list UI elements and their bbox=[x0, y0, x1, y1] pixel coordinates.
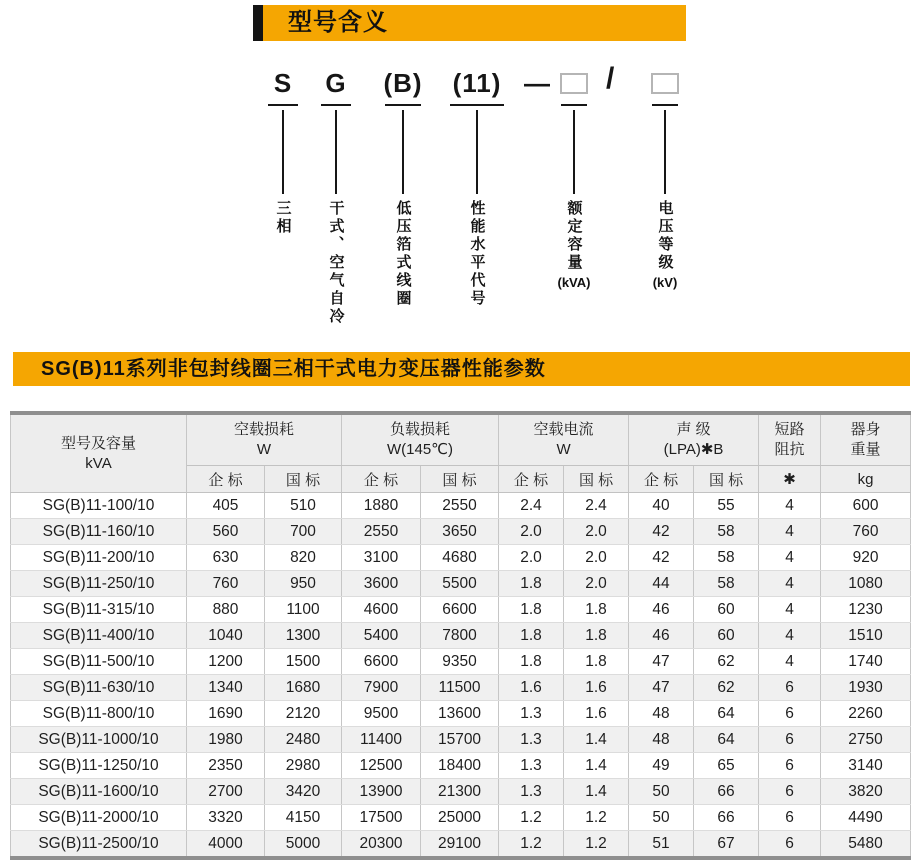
col-header-weight: 器身 重量 bbox=[821, 413, 911, 466]
table-row bbox=[11, 493, 911, 519]
diagram-label: 性能水平代号 bbox=[468, 200, 486, 308]
section-title-label: 型号含义 bbox=[263, 5, 686, 41]
value-cell: 2.0 bbox=[564, 519, 629, 545]
value-cell: 60 bbox=[694, 623, 759, 649]
value-cell: 1.3 bbox=[499, 753, 564, 779]
code-letter: G bbox=[325, 67, 347, 98]
diagram-label: 干式、空气自冷 bbox=[327, 200, 345, 326]
model-cell: SG(B)11-100/10 bbox=[11, 493, 187, 519]
value-cell: 6600 bbox=[421, 597, 499, 623]
value-cell: 1.8 bbox=[564, 623, 629, 649]
value-cell: 4000 bbox=[187, 831, 265, 859]
underline bbox=[561, 104, 587, 106]
value-cell: 6 bbox=[759, 779, 821, 805]
value-cell: 1930 bbox=[821, 675, 911, 701]
header-group-row bbox=[11, 413, 911, 466]
underline bbox=[321, 104, 351, 106]
connector-line bbox=[476, 110, 478, 194]
value-cell: 1300 bbox=[265, 623, 342, 649]
value-cell: 29100 bbox=[421, 831, 499, 859]
value-cell: 4600 bbox=[342, 597, 421, 623]
model-cell: SG(B)11-1250/10 bbox=[11, 753, 187, 779]
value-cell: 3100 bbox=[342, 545, 421, 571]
diagram-column-foilcoil bbox=[363, 64, 443, 308]
value-cell: 4 bbox=[759, 519, 821, 545]
value-cell: 51 bbox=[629, 831, 694, 859]
table-row bbox=[11, 675, 911, 701]
value-cell: 6 bbox=[759, 675, 821, 701]
placeholder-box-icon bbox=[651, 73, 679, 94]
value-cell: 21300 bbox=[421, 779, 499, 805]
value-cell: 510 bbox=[265, 493, 342, 519]
value-cell: 4 bbox=[759, 545, 821, 571]
value-cell: 49 bbox=[629, 753, 694, 779]
table-row bbox=[11, 571, 911, 597]
value-cell: 2550 bbox=[342, 519, 421, 545]
value-cell: 2.0 bbox=[499, 519, 564, 545]
model-cell: SG(B)11-2500/10 bbox=[11, 831, 187, 859]
underline bbox=[652, 104, 678, 106]
value-cell: 67 bbox=[694, 831, 759, 859]
value-cell: 1.2 bbox=[499, 805, 564, 831]
value-cell: 3320 bbox=[187, 805, 265, 831]
value-cell: 66 bbox=[694, 779, 759, 805]
value-cell: 15700 bbox=[421, 727, 499, 753]
value-cell: 2.0 bbox=[499, 545, 564, 571]
col-header-model: 型号及容量 kVA bbox=[11, 413, 187, 493]
value-cell: 1980 bbox=[187, 727, 265, 753]
value-cell: 760 bbox=[821, 519, 911, 545]
value-cell: 6600 bbox=[342, 649, 421, 675]
connector-line bbox=[402, 110, 404, 194]
value-cell: 1100 bbox=[265, 597, 342, 623]
model-cell: SG(B)11-400/10 bbox=[11, 623, 187, 649]
diagram-label: 额定容量 bbox=[565, 200, 583, 272]
value-cell: 65 bbox=[694, 753, 759, 779]
table-row bbox=[11, 597, 911, 623]
value-cell: 1.6 bbox=[564, 701, 629, 727]
value-cell: 1.4 bbox=[564, 779, 629, 805]
value-cell: 1880 bbox=[342, 493, 421, 519]
value-cell: 25000 bbox=[421, 805, 499, 831]
value-cell: 2700 bbox=[187, 779, 265, 805]
value-cell: 62 bbox=[694, 649, 759, 675]
value-cell: 40 bbox=[629, 493, 694, 519]
value-cell: 6 bbox=[759, 753, 821, 779]
value-cell: 1340 bbox=[187, 675, 265, 701]
value-cell: 880 bbox=[187, 597, 265, 623]
diagram-label: 低压箔式线圈 bbox=[394, 200, 412, 308]
value-cell: 11400 bbox=[342, 727, 421, 753]
value-cell: 50 bbox=[629, 779, 694, 805]
value-cell: 48 bbox=[629, 727, 694, 753]
table-body bbox=[11, 493, 911, 859]
table-row bbox=[11, 727, 911, 753]
value-cell: 64 bbox=[694, 701, 759, 727]
model-cell: SG(B)11-250/10 bbox=[11, 571, 187, 597]
value-cell: 2480 bbox=[265, 727, 342, 753]
value-cell: 42 bbox=[629, 545, 694, 571]
value-cell: 58 bbox=[694, 519, 759, 545]
table-row bbox=[11, 701, 911, 727]
value-cell: 7900 bbox=[342, 675, 421, 701]
model-cell: SG(B)11-160/10 bbox=[11, 519, 187, 545]
series-banner: SG(B)11系列非包封线圈三相干式电力变压器性能参数 bbox=[13, 352, 910, 386]
value-cell: 1230 bbox=[821, 597, 911, 623]
value-cell: 4150 bbox=[265, 805, 342, 831]
col-header-noload-current: 空载电流 W bbox=[499, 413, 629, 466]
value-cell: 4 bbox=[759, 597, 821, 623]
value-cell: 1.2 bbox=[499, 831, 564, 859]
col-header-sound-level: 声 级 (LPA)✱B bbox=[629, 413, 759, 466]
subheader-cell: 国 标 bbox=[265, 466, 342, 493]
value-cell: 46 bbox=[629, 623, 694, 649]
model-code-diagram bbox=[0, 0, 920, 350]
model-cell: SG(B)11-315/10 bbox=[11, 597, 187, 623]
value-cell: 13600 bbox=[421, 701, 499, 727]
value-cell: 4 bbox=[759, 493, 821, 519]
value-cell: 700 bbox=[265, 519, 342, 545]
value-cell: 950 bbox=[265, 571, 342, 597]
value-cell: 66 bbox=[694, 805, 759, 831]
value-cell: 1.3 bbox=[499, 779, 564, 805]
value-cell: 1.8 bbox=[499, 571, 564, 597]
value-cell: 600 bbox=[821, 493, 911, 519]
subheader-cell: 国 标 bbox=[421, 466, 499, 493]
value-cell: 2.0 bbox=[564, 545, 629, 571]
value-cell: 1.8 bbox=[499, 597, 564, 623]
diagram-label-unit: (kVA) bbox=[557, 275, 591, 290]
table-row bbox=[11, 753, 911, 779]
subheader-cell: 国 标 bbox=[694, 466, 759, 493]
table-row bbox=[11, 519, 911, 545]
value-cell: 64 bbox=[694, 727, 759, 753]
value-cell: 1690 bbox=[187, 701, 265, 727]
code-letter: S bbox=[273, 67, 293, 98]
table-row bbox=[11, 623, 911, 649]
col-header-load-loss: 负载损耗 W(145℃) bbox=[342, 413, 499, 466]
model-cell: SG(B)11-500/10 bbox=[11, 649, 187, 675]
value-cell: 1.8 bbox=[499, 649, 564, 675]
diagram-column-capacity bbox=[534, 64, 614, 290]
value-cell: 17500 bbox=[342, 805, 421, 831]
value-cell: 2980 bbox=[265, 753, 342, 779]
value-cell: 46 bbox=[629, 597, 694, 623]
value-cell: 1040 bbox=[187, 623, 265, 649]
code-box-wrap bbox=[625, 64, 705, 102]
value-cell: 6 bbox=[759, 831, 821, 859]
value-cell: 4 bbox=[759, 571, 821, 597]
diagram-column-perflevel bbox=[437, 64, 517, 308]
underline bbox=[385, 104, 421, 106]
table-row bbox=[11, 649, 911, 675]
value-cell: 2.4 bbox=[499, 493, 564, 519]
table-row bbox=[11, 805, 911, 831]
value-cell: 2550 bbox=[421, 493, 499, 519]
value-cell: 44 bbox=[629, 571, 694, 597]
value-cell: 1080 bbox=[821, 571, 911, 597]
value-cell: 12500 bbox=[342, 753, 421, 779]
table-row bbox=[11, 545, 911, 571]
subheader-cell: kg bbox=[821, 466, 911, 493]
slash-separator: / bbox=[606, 62, 615, 95]
value-cell: 1500 bbox=[265, 649, 342, 675]
spec-table bbox=[10, 411, 911, 860]
value-cell: 20300 bbox=[342, 831, 421, 859]
connector-line bbox=[573, 110, 575, 194]
value-cell: 48 bbox=[629, 701, 694, 727]
subheader-cell: ✱ bbox=[759, 466, 821, 493]
underline bbox=[450, 104, 504, 106]
value-cell: 18400 bbox=[421, 753, 499, 779]
value-cell: 1.2 bbox=[564, 805, 629, 831]
value-cell: 2350 bbox=[187, 753, 265, 779]
code-box-wrap bbox=[534, 64, 614, 102]
value-cell: 2260 bbox=[821, 701, 911, 727]
value-cell: 3420 bbox=[265, 779, 342, 805]
subheader-cell: 企 标 bbox=[629, 466, 694, 493]
subheader-cell: 企 标 bbox=[499, 466, 564, 493]
value-cell: 1.8 bbox=[564, 649, 629, 675]
value-cell: 3140 bbox=[821, 753, 911, 779]
model-cell: SG(B)11-1600/10 bbox=[11, 779, 187, 805]
value-cell: 42 bbox=[629, 519, 694, 545]
value-cell: 760 bbox=[187, 571, 265, 597]
code-letter: (11) bbox=[452, 67, 502, 98]
value-cell: 630 bbox=[187, 545, 265, 571]
value-cell: 560 bbox=[187, 519, 265, 545]
value-cell: 47 bbox=[629, 649, 694, 675]
col-header-impedance: 短路 阻抗 bbox=[759, 413, 821, 466]
value-cell: 2.0 bbox=[564, 571, 629, 597]
value-cell: 13900 bbox=[342, 779, 421, 805]
value-cell: 1510 bbox=[821, 623, 911, 649]
value-cell: 1.8 bbox=[564, 597, 629, 623]
subheader-cell: 企 标 bbox=[187, 466, 265, 493]
value-cell: 4 bbox=[759, 623, 821, 649]
table-row bbox=[11, 831, 911, 859]
value-cell: 1.4 bbox=[564, 753, 629, 779]
code-letter: (B) bbox=[383, 67, 423, 98]
value-cell: 1.8 bbox=[499, 623, 564, 649]
connector-line bbox=[282, 110, 284, 194]
diagram-label-unit: (kV) bbox=[652, 275, 678, 290]
value-cell: 1.3 bbox=[499, 701, 564, 727]
value-cell: 1.6 bbox=[564, 675, 629, 701]
value-cell: 3650 bbox=[421, 519, 499, 545]
model-cell: SG(B)11-630/10 bbox=[11, 675, 187, 701]
diagram-label: 电压等级 bbox=[656, 200, 674, 272]
value-cell: 7800 bbox=[421, 623, 499, 649]
value-cell: 2.4 bbox=[564, 493, 629, 519]
value-cell: 1740 bbox=[821, 649, 911, 675]
diagram-label: 三相 bbox=[274, 200, 292, 236]
subheader-cell: 国 标 bbox=[564, 466, 629, 493]
value-cell: 9350 bbox=[421, 649, 499, 675]
value-cell: 4 bbox=[759, 649, 821, 675]
connector-line bbox=[664, 110, 666, 194]
value-cell: 1.3 bbox=[499, 727, 564, 753]
value-cell: 3820 bbox=[821, 779, 911, 805]
value-cell: 1200 bbox=[187, 649, 265, 675]
value-cell: 1.6 bbox=[499, 675, 564, 701]
model-cell: SG(B)11-2000/10 bbox=[11, 805, 187, 831]
value-cell: 1.4 bbox=[564, 727, 629, 753]
underline bbox=[268, 104, 298, 106]
dash-separator: — bbox=[524, 68, 550, 98]
value-cell: 3600 bbox=[342, 571, 421, 597]
value-cell: 2120 bbox=[265, 701, 342, 727]
value-cell: 62 bbox=[694, 675, 759, 701]
value-cell: 58 bbox=[694, 545, 759, 571]
value-cell: 6 bbox=[759, 701, 821, 727]
model-cell: SG(B)11-200/10 bbox=[11, 545, 187, 571]
value-cell: 5400 bbox=[342, 623, 421, 649]
value-cell: 2750 bbox=[821, 727, 911, 753]
diagram-column-voltage bbox=[625, 64, 705, 290]
value-cell: 4490 bbox=[821, 805, 911, 831]
value-cell: 920 bbox=[821, 545, 911, 571]
value-cell: 5000 bbox=[265, 831, 342, 859]
value-cell: 5500 bbox=[421, 571, 499, 597]
value-cell: 6 bbox=[759, 727, 821, 753]
table-row bbox=[11, 779, 911, 805]
value-cell: 50 bbox=[629, 805, 694, 831]
value-cell: 1680 bbox=[265, 675, 342, 701]
placeholder-box-icon bbox=[560, 73, 588, 94]
value-cell: 60 bbox=[694, 597, 759, 623]
col-header-noload-loss: 空载损耗 W bbox=[187, 413, 342, 466]
value-cell: 405 bbox=[187, 493, 265, 519]
value-cell: 11500 bbox=[421, 675, 499, 701]
value-cell: 5480 bbox=[821, 831, 911, 859]
value-cell: 1.2 bbox=[564, 831, 629, 859]
value-cell: 58 bbox=[694, 571, 759, 597]
connector-line bbox=[335, 110, 337, 194]
model-cell: SG(B)11-1000/10 bbox=[11, 727, 187, 753]
value-cell: 820 bbox=[265, 545, 342, 571]
value-cell: 47 bbox=[629, 675, 694, 701]
value-cell: 6 bbox=[759, 805, 821, 831]
model-cell: SG(B)11-800/10 bbox=[11, 701, 187, 727]
subheader-cell: 企 标 bbox=[342, 466, 421, 493]
value-cell: 55 bbox=[694, 493, 759, 519]
value-cell: 9500 bbox=[342, 701, 421, 727]
value-cell: 4680 bbox=[421, 545, 499, 571]
